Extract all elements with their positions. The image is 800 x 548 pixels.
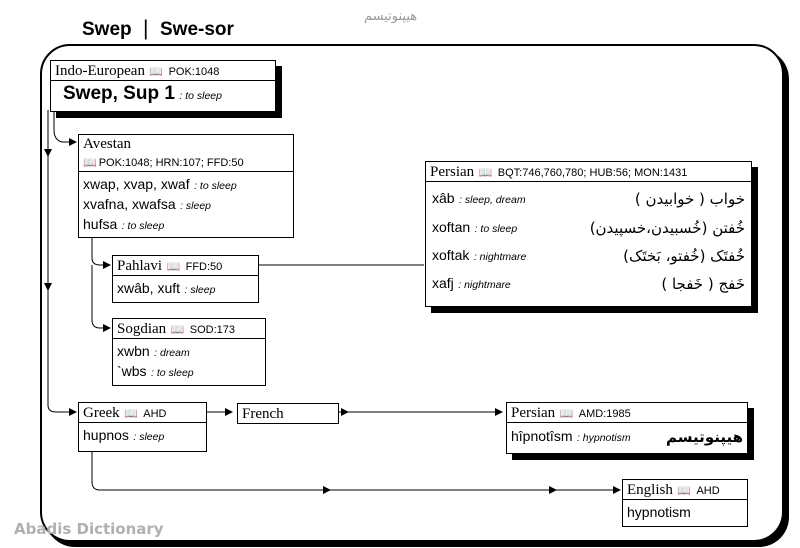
node-header [623, 480, 747, 500]
node-header [79, 403, 206, 423]
node-persian-sleep[interactable] [425, 161, 752, 307]
word: xvafna, xwafsa [83, 196, 176, 212]
node-body [79, 172, 293, 238]
language-name: Sogdian [117, 321, 167, 337]
word-row [432, 242, 745, 270]
word-row [117, 362, 261, 382]
open-book-icon: 📖 [170, 324, 185, 336]
reference: AMD:1985 [578, 408, 631, 420]
word: xwâb, xuft [117, 280, 181, 296]
watermark-top: هیپنوتیسم [364, 9, 418, 24]
node-sogdian[interactable] [112, 318, 266, 386]
gloss: : nightmare [458, 279, 511, 291]
word-row [432, 184, 745, 214]
word: hypnotism [627, 504, 691, 520]
node-french[interactable] [237, 403, 339, 424]
node-header [51, 61, 275, 81]
avestan-sogdian-line [92, 265, 110, 328]
gloss: : nightmare [473, 251, 527, 263]
gloss: : hypnotism [576, 432, 631, 444]
word-row [83, 215, 289, 235]
language-name: Avestan [83, 136, 132, 152]
open-book-icon: 📖 [478, 167, 493, 179]
pie-greek-line [48, 110, 76, 412]
node-body [113, 276, 258, 302]
gloss: : dream [154, 347, 190, 359]
node-avestan[interactable] [78, 134, 294, 238]
word: hufsa [83, 216, 118, 232]
persian-script: خَفج ( خَفجا ) [661, 275, 745, 293]
word-row [432, 270, 745, 298]
node-body [623, 500, 747, 525]
open-book-icon: 📖 [124, 408, 138, 420]
open-book-icon: 📖 [149, 66, 164, 78]
node-indo-european[interactable] [50, 60, 276, 112]
reference: BQT:746,760,780; HUB:56; MON:1431 [497, 167, 688, 179]
word-row [117, 342, 261, 362]
greek-english-line [92, 452, 620, 490]
open-book-icon: 📖 [166, 261, 181, 273]
language-name: Indo-European [55, 63, 145, 79]
gloss: : sleep [184, 284, 216, 296]
node-header [507, 403, 747, 423]
node-header [79, 135, 293, 172]
word: hupnos [83, 427, 129, 443]
node-pahlavi[interactable] [112, 255, 259, 303]
root-word: Swep, Sup 1 [63, 83, 175, 104]
gloss: : to sleep [151, 367, 194, 379]
word: xoftak [432, 247, 470, 263]
language-name: Greek [83, 405, 120, 421]
reference: AHD [143, 408, 167, 420]
persian-script: هیپنوتیسم [666, 428, 743, 446]
node-body [426, 182, 751, 300]
word: xoftan [432, 219, 471, 235]
avestan-pahlavi-line [92, 237, 110, 265]
gloss: : to sleep [474, 223, 518, 235]
language-name: Pahlavi [117, 258, 162, 274]
node-body [507, 423, 747, 451]
word: xafj [432, 275, 454, 291]
open-book-icon: 📖 [677, 485, 691, 497]
root-title: Swep [82, 19, 132, 40]
node-greek[interactable] [78, 402, 207, 452]
gloss: : to sleep [194, 180, 237, 192]
node-body [79, 423, 206, 449]
gloss: : sleep [133, 431, 165, 443]
word-row [83, 175, 289, 195]
language-name: French [242, 406, 284, 422]
open-book-icon: 📖 [559, 408, 574, 420]
node-english[interactable] [622, 479, 748, 527]
node-header [113, 256, 258, 276]
related-root-title[interactable]: Swe-sor [160, 19, 234, 40]
root-gloss: : to sleep [179, 90, 222, 102]
reference: SOD:173 [189, 324, 236, 336]
word: xâb [432, 190, 455, 206]
gloss: : sleep [180, 200, 211, 212]
pie-trunk-line [54, 110, 76, 142]
node-body [113, 339, 265, 385]
word-row [83, 195, 289, 215]
persian-script: خُفتن (خُسبیدن،خسپیدن) [589, 219, 745, 237]
reference: POK:1048; HRN:107; FFD:50 [98, 157, 244, 169]
gloss: : sleep, dream [459, 194, 526, 206]
word: xwbn [117, 343, 150, 359]
node-header [426, 162, 751, 182]
word: hîpnotîsm [511, 428, 573, 444]
node-persian-hypnotism[interactable] [506, 402, 748, 454]
language-name: English [627, 482, 673, 498]
open-book-icon: 📖 [83, 157, 97, 169]
word: `wbs [117, 363, 147, 379]
persian-script: خُفتَک (خُفتو، بَختَک) [623, 247, 745, 265]
reference: FFD:50 [185, 261, 223, 273]
reference: AHD [696, 485, 720, 497]
language-name: Persian [511, 405, 556, 421]
watermark-bottom: Abadis Dictionary [14, 520, 164, 538]
node-header [113, 319, 265, 339]
gloss: : to sleep [121, 220, 165, 232]
language-name: Persian [430, 164, 475, 180]
word: xwap, xvap, xwaf [83, 176, 190, 192]
node-body [51, 81, 275, 109]
title-separator: | [143, 17, 149, 40]
persian-script: خواب ( خوابیدن ) [634, 190, 745, 208]
word-row [432, 214, 745, 242]
reference: POK:1048 [168, 66, 220, 78]
